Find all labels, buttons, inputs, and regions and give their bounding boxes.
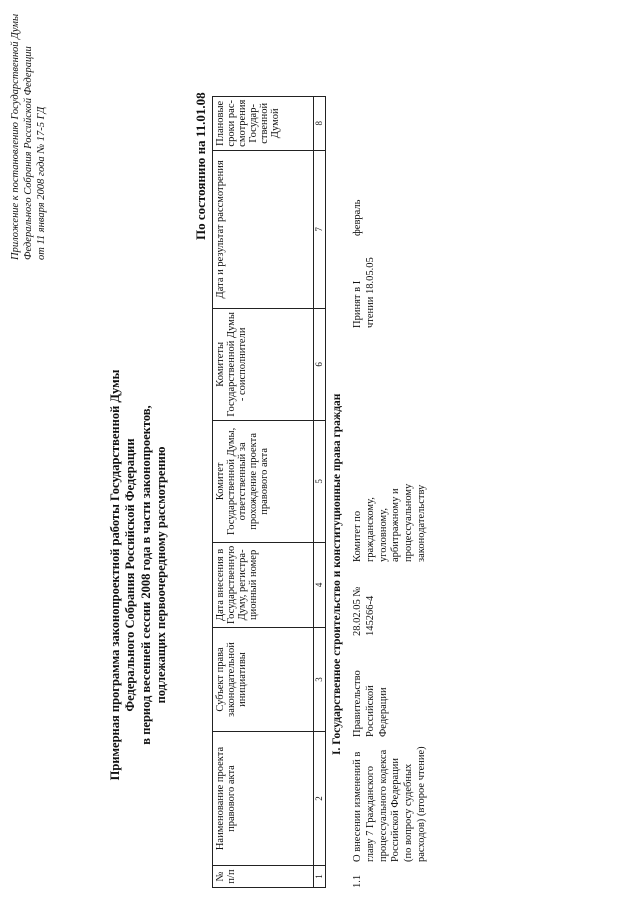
title-line-2: Федерального Собрания Российской Федерации [123,438,138,712]
column-number: 3 [314,628,326,732]
row-committee: Комитет по гражданскому, уголовному, арбитражному и процессуальному законодательству [352,483,427,562]
row-planned: февраль [352,199,363,236]
column-number: 2 [314,732,326,866]
header-result: Дата и результат рассмотрения [213,150,314,308]
program-table [212,96,326,888]
section-title: I. Государственное строительство и конституционные права граждан [331,393,343,755]
header-co-committees: Комитеты Государственной Думы - соисполнители [213,308,314,420]
header-planned: Плановые сроки рас-смотрения Государ-ственной Думой [213,96,314,150]
appendix-note [10,10,48,260]
header-subject: Субъект права законодательной инициативы [213,628,314,732]
status-date: По состоянию на 11.01.08 [193,92,208,240]
row-subject: Правительство Российской Федерации [352,670,389,737]
column-number: 8 [314,96,326,150]
title-line-3: в период весенней сессии 2008 года в части законопроектов, [138,405,153,745]
column-number: 7 [314,150,326,308]
table-row [352,0,472,900]
title-line-1: Примерная программа законопроектной работы Государственной Думы [108,369,122,781]
column-number: 6 [314,308,326,420]
row-num: 1.1 [352,874,363,888]
column-number: 5 [314,420,326,542]
table-header-row [213,96,314,887]
column-number: 1 [314,866,326,888]
row-name: О внесении изменений в главу 7 Гражданского процессуального кодекса Российской Федерации (по вопросу судебных расходов) (второе чтение) [352,746,427,862]
row-result: Принят в I чтении 18.05.05 [352,257,376,328]
column-number-row [314,96,326,887]
header-name: Наименование проекта правового акта [213,732,314,866]
header-num: № п/п [213,866,314,888]
title-line-4: подлежащих первоочередному рассмотрению [153,446,168,704]
document-title [108,340,169,810]
appendix-line-1: Приложение к постановлению Государственной Думы [10,13,21,260]
appendix-line-2: Федерального Собрания Российской Федерации [22,46,34,260]
header-date-reg: Дата внесения в Государственную Думу, регистра-ционный номер [213,542,314,627]
row-date-reg: 28.02.05 № 145266-4 [352,586,376,636]
column-number: 4 [314,542,326,627]
appendix-line-3: от 11 января 2008 года № 17-5 ГД [35,106,47,260]
header-committee: Комитет Государственной Думы, ответственный за прохождение проекта правового акта [213,420,314,542]
